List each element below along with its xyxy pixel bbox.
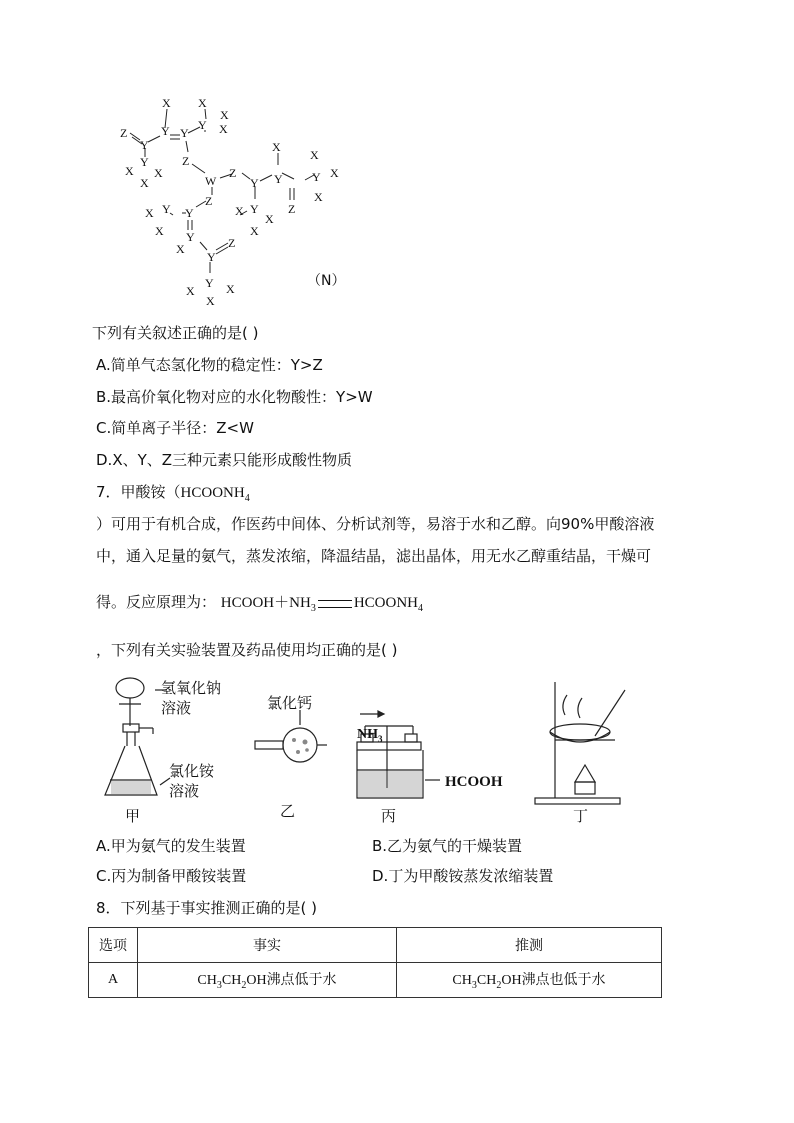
svg-text:Y: Y — [250, 202, 259, 216]
svg-text:Z: Z — [229, 166, 237, 180]
svg-text:Y: Y — [312, 170, 321, 184]
svg-text:X: X — [310, 148, 319, 162]
svg-text:Y: Y — [198, 118, 207, 132]
label-nh4cl-1: 氯化铵 — [169, 764, 215, 780]
svg-text:X: X — [265, 212, 274, 226]
svg-text:X: X — [314, 190, 323, 204]
svg-text:Y: Y — [180, 126, 189, 140]
q6-option-a: A.简单气态氢化物的稳定性：Y>Z — [96, 356, 323, 374]
svg-text:X: X — [206, 294, 215, 308]
q7-formula: $HCOONH_4$ — [180, 485, 250, 504]
svg-text:Z: Z — [120, 126, 128, 140]
q7-number — [96, 482, 250, 509]
svg-text:X: X — [330, 166, 339, 180]
svg-text:X: X — [176, 242, 185, 256]
table-header-row — [89, 928, 662, 963]
svg-text:X: X — [154, 166, 163, 180]
svg-text:X: X — [125, 164, 134, 178]
label-ding: 丁 — [573, 809, 589, 825]
q8-table — [88, 927, 662, 998]
label-nh4cl-2: 溶液 — [169, 784, 200, 800]
svg-text:X: X — [235, 204, 244, 218]
svg-text:Z: Z — [182, 154, 190, 168]
svg-text:Y: Y — [274, 172, 283, 186]
label-hcooh: HCOOH — [445, 774, 503, 790]
table-row — [89, 963, 662, 998]
svg-text:X: X — [272, 140, 281, 154]
q6-stem: 下列有关叙述正确的是( ) — [92, 324, 259, 342]
q7-reaction — [96, 592, 423, 619]
svg-text:Y: Y — [250, 176, 259, 190]
q6-option-d: D.X、Y、Z三种元素只能形成酸性物质 — [96, 451, 353, 469]
svg-text:Y: Y — [140, 155, 149, 169]
q7-num-text: 7．甲酸铵（ — [96, 483, 181, 501]
label-nh3: $NH_3$ — [357, 727, 383, 744]
q7-option-c: C.丙为制备甲酸铵装置 — [96, 867, 247, 885]
label-cacl2: 氯化钙 — [267, 696, 313, 712]
label-naoh-2: 溶液 — [161, 701, 192, 717]
svg-text:X: X — [220, 108, 229, 122]
q7-reaction-prefix: 得。反应原理为： — [96, 593, 217, 611]
structure-n-diagram — [110, 95, 360, 310]
header-option: 选项 — [89, 928, 138, 963]
svg-text:Y: Y — [186, 230, 195, 244]
svg-text:X: X — [162, 96, 171, 110]
svg-text:X: X — [198, 96, 207, 110]
row-guess: $CH_3CH_2OH$沸点也低于水 — [397, 963, 662, 998]
q7-line-3: 中，通入足量的氨气，蒸发浓缩，降温结晶，滤出晶体，用无水乙醇重结晶，干燥可 — [96, 547, 652, 565]
q7-option-b: B.乙为氨气的干燥装置 — [372, 837, 523, 855]
svg-text:Y: Y — [207, 250, 216, 264]
svg-text:Y: Y — [140, 138, 149, 152]
equals-sign-icon — [318, 600, 352, 608]
q7-line-5: ，下列有关实验装置及药品使用均正确的是( ) — [96, 641, 398, 659]
apparatus-figure — [95, 670, 630, 830]
svg-text:Z: Z — [228, 236, 236, 250]
label-yi: 乙 — [280, 804, 296, 820]
label-naoh-1: 氢氧化钠 — [161, 681, 222, 697]
svg-text:X: X — [186, 284, 195, 298]
q6-option-b: B.最高价氧化物对应的水化物酸性：Y>W — [96, 388, 373, 406]
svg-text:X: X — [219, 122, 228, 136]
row-fact: $CH_3CH_2OH$沸点低于水 — [138, 963, 397, 998]
q7-option-d: D.丁为甲酸铵蒸发浓缩装置 — [372, 867, 554, 885]
label-bing: 丙 — [381, 809, 397, 825]
svg-text:X: X — [155, 224, 164, 238]
svg-text:X: X — [250, 224, 259, 238]
reaction-equation: $HCOOH+NH_3$ $HCOONH_4$ — [220, 595, 423, 614]
header-fact: 事实 — [138, 928, 397, 963]
label-jia: 甲 — [125, 809, 141, 825]
q7-option-a: A.甲为氨气的发生装置 — [96, 837, 246, 855]
q7-line-2: ）可用于有机合成，作医药中间体、分析试剂等，易溶于水和乙醇。向90%甲酸溶液 — [96, 515, 655, 533]
svg-text:Y: Y — [185, 206, 194, 220]
header-guess: 推测 — [397, 928, 662, 963]
svg-text:Z: Z — [205, 194, 213, 208]
q6-option-c: C.简单离子半径：Z<W — [96, 419, 254, 437]
q8-stem: 8．下列基于事实推测正确的是( ) — [96, 899, 318, 917]
svg-text:Y: Y — [161, 124, 170, 138]
svg-text:Y: Y — [205, 276, 214, 290]
svg-text:Z: Z — [288, 202, 296, 216]
svg-text:W: W — [205, 174, 217, 188]
svg-text:Y: Y — [162, 202, 171, 216]
svg-text:X: X — [226, 282, 235, 296]
svg-text:X: X — [140, 176, 149, 190]
structure-label: （N） — [307, 273, 346, 289]
row-option: A — [89, 963, 138, 998]
svg-text:X: X — [145, 206, 154, 220]
